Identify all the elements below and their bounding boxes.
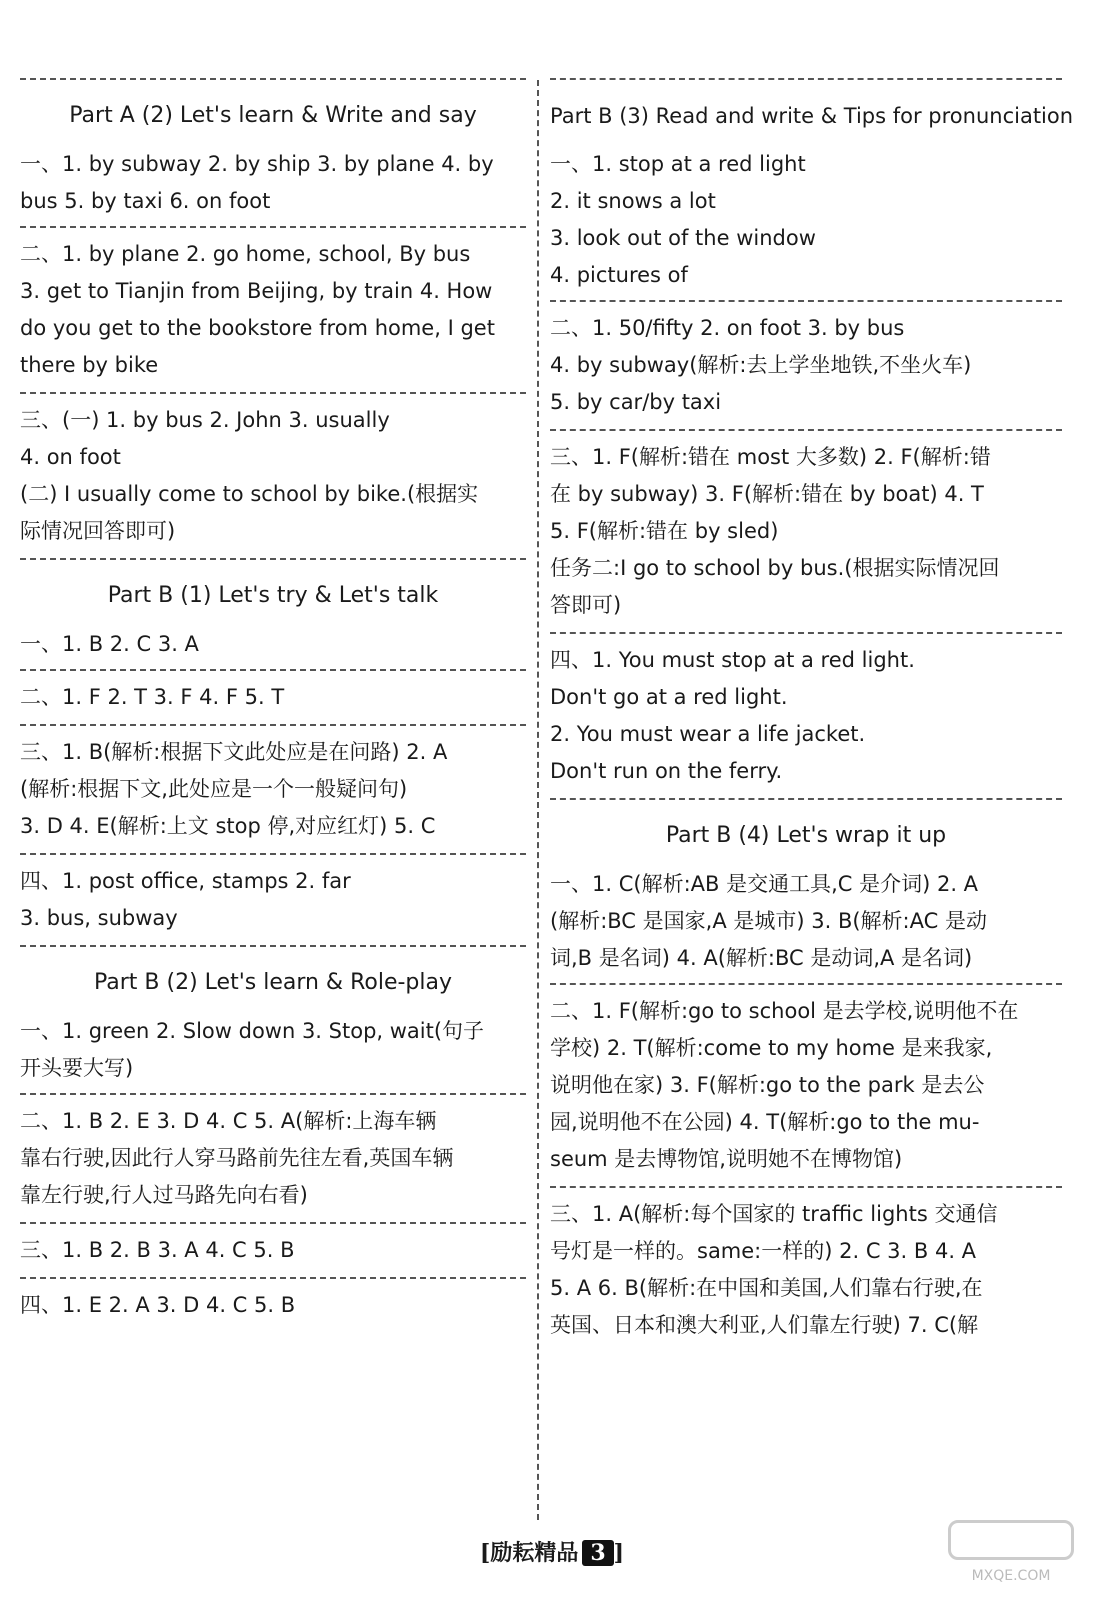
answer-line: 二、1. F(解析:go to school 是去学校,说明他不在 xyxy=(550,999,1019,1023)
answer-line: 答即可) xyxy=(550,593,622,617)
answer-line: 三、1. F(解析:错在 most 大多数) 2. F(解析:错 xyxy=(550,445,991,469)
answer-line: 三、1. B 2. B 3. A 4. C 5. B xyxy=(20,1238,295,1262)
answer-section xyxy=(20,855,526,945)
answer-section xyxy=(20,1279,526,1332)
answer-line: 一、1. green 2. Slow down 3. Stop, wait(句子 xyxy=(20,1019,485,1043)
answer-line: 2. it snows a lot xyxy=(550,189,716,213)
answer-line: bus 5. by taxi 6. on foot xyxy=(20,189,271,213)
answer-line: 园,说明他不在公园) 4. T(解析:go to the mu- xyxy=(550,1110,980,1134)
answer-line: 际情况回答即可) xyxy=(20,519,176,543)
answer-line: 二、1. F 2. T 3. F 4. F 5. T xyxy=(20,685,285,709)
section-title: Part B (1) Let's try & Let's talk xyxy=(107,583,439,608)
answer-line: 3. get to Tianjin from Beijing, by train 4. How xyxy=(20,279,493,303)
answer-line: 二、1. 50/fifty 2. on foot 3. by bus xyxy=(550,316,905,340)
answer-section xyxy=(550,80,1074,300)
answer-line: 一、1. stop at a red light xyxy=(550,152,806,176)
left-column xyxy=(20,78,526,1332)
answer-line: do you get to the bookstore from home, I get xyxy=(20,316,495,340)
answer-line: (解析:根据下文,此处应是一个一般疑问句) xyxy=(20,777,408,801)
brand-name: 励耘精品 xyxy=(490,1540,579,1566)
answer-line: 说明他在家) 3. F(解析:go to the park 是去公 xyxy=(550,1073,985,1097)
answer-line: 英国、日本和澳大利亚,人们靠左行驶) 7. C(解 xyxy=(550,1313,979,1337)
answer-line: 4. pictures of xyxy=(550,263,688,287)
answer-line: 学校) 2. T(解析:come to my home 是来我家, xyxy=(550,1036,993,1060)
answer-section xyxy=(20,228,526,392)
answer-section xyxy=(20,560,526,669)
answer-section xyxy=(550,431,1062,632)
answer-line: 4. by subway(解析:去上学坐地铁,不坐火车) xyxy=(550,353,972,377)
answer-line: 四、1. You must stop at a red light. xyxy=(550,648,915,672)
answer-line: 在 by subway) 3. F(解析:错在 by boat) 4. T xyxy=(550,482,984,506)
right-column xyxy=(550,78,1074,1352)
answer-section xyxy=(20,947,526,1093)
answer-section xyxy=(550,634,1062,798)
answer-line: Don't go at a red light. xyxy=(550,685,788,709)
answer-line: 3. bus, subway xyxy=(20,906,178,930)
answer-line: seum 是去博物馆,说明她不在博物馆) xyxy=(550,1147,903,1171)
answer-line: 3. D 4. E(解析:上文 stop 停,对应红灯) 5. C xyxy=(20,814,436,838)
answer-section xyxy=(20,394,526,558)
answer-line: (二) I usually come to school by bike.(根据实 xyxy=(20,482,479,506)
section-title: Part B (3) Read and write & Tips for pronunciation xyxy=(550,104,1074,128)
section-title: Part B (4) Let's wrap it up xyxy=(665,823,947,848)
answer-line: 2. You must wear a life jacket. xyxy=(550,722,866,746)
watermark-logo-icon xyxy=(948,1520,1074,1560)
answer-line: 靠右行驶,因此行人穿马路前先往左看,英国车辆 xyxy=(20,1146,454,1170)
answer-line: 三、1. A(解析:每个国家的 traffic lights 交通信 xyxy=(550,1202,998,1226)
answer-line: 3. look out of the window xyxy=(550,226,816,250)
answer-section xyxy=(20,1224,526,1277)
answer-line: 三、1. B(解析:根据下文此处应是在问路) 2. A xyxy=(20,740,448,764)
answer-line: 二、1. by plane 2. go home, school, By bus xyxy=(20,242,471,266)
answer-line: 任务二:I go to school by bus.(根据实际情况回 xyxy=(550,556,1000,580)
watermark-text: MXQE.COM xyxy=(971,1568,1051,1584)
answer-line: 四、1. post office, stamps 2. far xyxy=(20,869,351,893)
answer-line: 开头要大写) xyxy=(20,1056,134,1080)
answer-section xyxy=(20,671,526,724)
answer-section xyxy=(550,800,1062,983)
answer-section xyxy=(550,1188,1062,1352)
section-title: Part A (2) Let's learn & Write and say xyxy=(69,103,477,128)
page-footer: [励耘精品 3 ] xyxy=(479,1540,625,1566)
answer-line: 5. F(解析:错在 by sled) xyxy=(550,519,779,543)
section-title: Part B (2) Let's learn & Role-play xyxy=(94,970,452,995)
answer-line: 一、1. B 2. C 3. A xyxy=(20,632,199,656)
answer-line: 三、(一) 1. by bus 2. John 3. usually xyxy=(20,408,390,432)
answer-line: 号灯是一样的。same:一样的) 2. C 3. B 4. A xyxy=(550,1239,977,1263)
answer-line: 一、1. C(解析:AB 是交通工具,C 是介词) 2. A xyxy=(550,872,979,896)
answer-section xyxy=(20,80,526,226)
page-number: 3 xyxy=(582,1540,613,1566)
column-divider xyxy=(537,80,539,1520)
answer-section xyxy=(20,726,526,853)
answer-line: there by bike xyxy=(20,353,159,377)
answer-line: Don't run on the ferry. xyxy=(550,759,783,783)
answer-section xyxy=(20,1095,526,1222)
answer-line: 靠左行驶,行人过马路先向右看) xyxy=(20,1183,308,1207)
answer-section xyxy=(550,302,1062,429)
answer-section xyxy=(550,985,1062,1186)
watermark xyxy=(936,1520,1086,1584)
answer-line: 四、1. E 2. A 3. D 4. C 5. B xyxy=(20,1293,296,1317)
answer-line: 4. on foot xyxy=(20,445,121,469)
answer-line: 二、1. B 2. E 3. D 4. C 5. A(解析:上海车辆 xyxy=(20,1109,437,1133)
answer-line: (解析:BC 是国家,A 是城市) 3. B(解析:AC 是动 xyxy=(550,909,987,933)
answer-line: 5. A 6. B(解析:在中国和美国,人们靠右行驶,在 xyxy=(550,1276,983,1300)
answer-line: 5. by car/by taxi xyxy=(550,390,722,414)
answer-line: 一、1. by subway 2. by ship 3. by plane 4. by xyxy=(20,152,494,176)
answer-line: 词,B 是名词) 4. A(解析:BC 是动词,A 是名词) xyxy=(550,946,973,970)
